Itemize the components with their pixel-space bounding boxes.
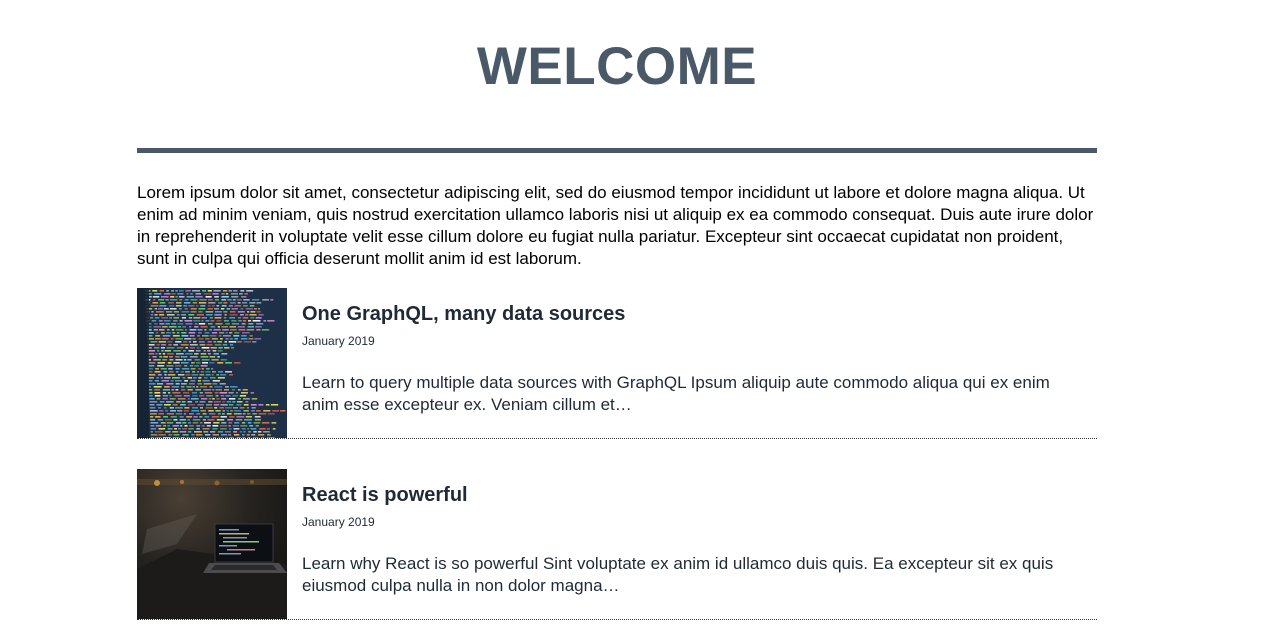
code-screen-image [137, 288, 287, 438]
header-divider [137, 148, 1097, 153]
post-excerpt: Learn to query multiple data sources with GraphQL Ipsum aliquip aute commodo aliqua qui ex enim anim esse excepteur ex. Veniam cillum et… [302, 373, 1050, 414]
post-title[interactable]: One GraphQL, many data sources [302, 303, 626, 325]
post-thumbnail-laptop[interactable] [137, 469, 287, 619]
post-date: January 2019 [302, 515, 375, 529]
post-card[interactable] [137, 469, 1097, 620]
post-date: January 2019 [302, 334, 375, 348]
post-excerpt: Learn why React is so powerful Sint voluptate ex anim id ullamco duis quis. Ea excepteur sit ex quis eiusmod culpa nulla in non dolor magna… [302, 554, 1054, 595]
post-thumbnail-code-screen[interactable] [137, 288, 287, 438]
page-title: WELCOME [476, 37, 758, 96]
intro-paragraph: Lorem ipsum dolor sit amet, consectetur adipiscing elit, sed do eiusmod tempor incididunt ut labore et dolore magna aliqua. Ut enim ad minim veniam, quis nostrud exercitation ullamco laboris nisi ut aliquip ex ea commodo consequat. Duis aute irure dolor in reprehenderit in voluptate velit esse cillum dolore eu fugiat nulla pariatur. Excepteur sint occaecat cupidatat non proident, sunt in culpa qui officia deserunt mollit anim id est laborum. [137, 183, 1094, 268]
post-card[interactable] [137, 288, 1097, 439]
post-title[interactable]: React is powerful [302, 484, 468, 506]
laptop-desk-image [137, 469, 287, 619]
